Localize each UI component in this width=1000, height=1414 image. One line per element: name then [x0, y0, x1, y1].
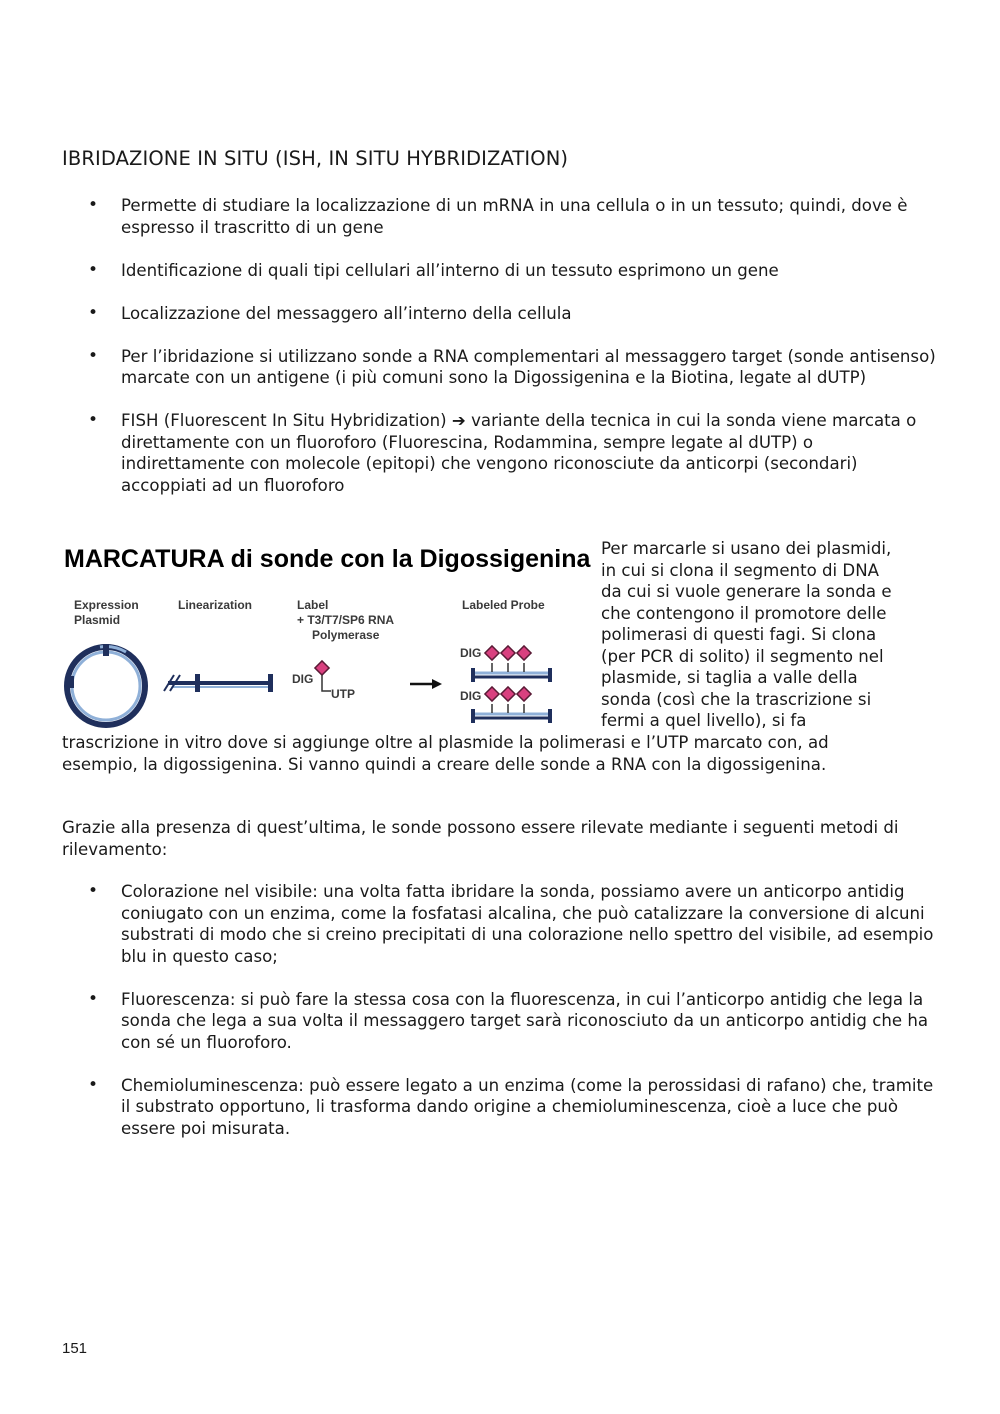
figure-continuation-text: [62, 732, 962, 775]
intro-bullet-list: [62, 195, 942, 518]
detection-bullet-list: [62, 881, 942, 1161]
text-line: in cui si clona il segmento di DNA: [601, 560, 879, 580]
arrow-right-icon: [410, 679, 442, 689]
text-line: Per marcarle si usano dei plasmidi,: [601, 539, 892, 558]
text-line: sonda (così che la trascrizione si: [601, 689, 872, 709]
bullet-item: • Localizzazione del messaggero all’interno della cellula: [62, 303, 942, 325]
page-number: 151: [62, 1340, 88, 1357]
bullet-item: • Identificazione di quali tipi cellulari all’interno di un tessuto esprimono un gene: [62, 260, 942, 282]
dig-label: DIG: [460, 646, 482, 660]
dig-label: DIG: [292, 672, 314, 686]
utp-label: UTP: [331, 687, 355, 701]
dig-label: DIG: [460, 689, 482, 703]
text-line: esempio, la digossigenina. Si vanno quindi a creare delle sonde a RNA con la digossigenina.: [62, 754, 827, 774]
section-title: IBRIDAZIONE IN SITU (ISH, IN SITU HYBRIDIZATION): [62, 147, 569, 170]
labeled-probe-icon: [460, 646, 552, 723]
text-line: polimerasi di questi fagi. Si clona: [601, 625, 877, 644]
label-polymerase-list: + T3/T7/SP6 RNA: [297, 613, 395, 627]
text-line: che contengono il promotore delle: [601, 603, 887, 623]
bullet-item: • Permette di studiare la localizzazione di un mRNA in una cellula o in un tessuto; quindi, dove è espresso il trascritto di un gene: [62, 195, 942, 238]
bullet-item: • Per l’ibridazione si utilizzano sonde a RNA complementari al messaggero target (sonde antisenso) marcate con un antigene (i più comuni sono la Digossigenina e la Biotina, legate al dUTP): [62, 346, 942, 389]
detection-intro-paragraph: Grazie alla presenza di quest’ultima, le sonde possono essere rilevate mediante i seguenti metodi di rilevamento:: [62, 818, 899, 859]
bullet-item: • Fluorescenza: si può fare la stessa cosa con la fluorescenza, in cui l’anticorpo antidig che lega la sonda che lega a sua volta il messaggero target sarà riconosciuto da un anticorpo antidig che ha con sé un fluoroforo.: [62, 989, 942, 1054]
dig-labeling-figure: [60, 538, 592, 730]
figure-side-text: [601, 538, 941, 732]
text-line: fermi a quel livello), si fa: [601, 711, 807, 730]
text-line: da cui si vuole generare la sonda e: [601, 582, 892, 601]
figure-title: MARCATURA di sonde con la Digossigenina: [64, 545, 591, 573]
label-labeled-probe: Labeled Probe: [462, 598, 545, 612]
text-line: plasmide, si taglia a valle della: [601, 668, 858, 687]
plasmid-icon: [66, 644, 145, 725]
dig-utp-icon: [292, 661, 355, 701]
bullet-item: • FISH (Fluorescent In Situ Hybridization) ➔ variante della tecnica in cui la sonda viene marcata o direttamente con un fluoroforo (Fluorescina, Rodammina, sempre legate al dUTP) o indirettamente con molecole (epitopi) che vengono riconosciute da anticorpi (secondari) accoppiati ad un fluoroforo: [62, 410, 942, 496]
linear-dna-icon: [164, 674, 273, 692]
text-line: trascrizione in vitro dove si aggiunge oltre al plasmide la polimerasi e l’UTP marcato con, ad: [62, 733, 829, 752]
text-line: (per PCR di solito) il segmento nel: [601, 646, 884, 666]
label-label: Label: [297, 598, 329, 612]
label-plasmid: Plasmid: [74, 613, 121, 627]
label-expression: Expression: [74, 598, 139, 612]
bullet-item: • Colorazione nel visibile: una volta fatta ibridare la sonda, possiamo avere un anticorpo antidig coniugato con un enzima, come la fosfatasi alcalina, che può catalizzare la conversione di alcuni substrati di modo che si creino precipitati di una colorazione nello spettro del visibile, ad esempio blu in questo caso;: [62, 881, 942, 967]
label-polymerase: Polymerase: [312, 628, 380, 642]
bullet-item: • Chemioluminescenza: può essere legato a un enzima (come la perossidasi di rafano) che, tramite il substrato opportuno, li trasforma dando origine a chemioluminescenza, cioè a luce che può essere poi misurata.: [62, 1075, 942, 1140]
label-linearization: Linearization: [178, 598, 253, 612]
